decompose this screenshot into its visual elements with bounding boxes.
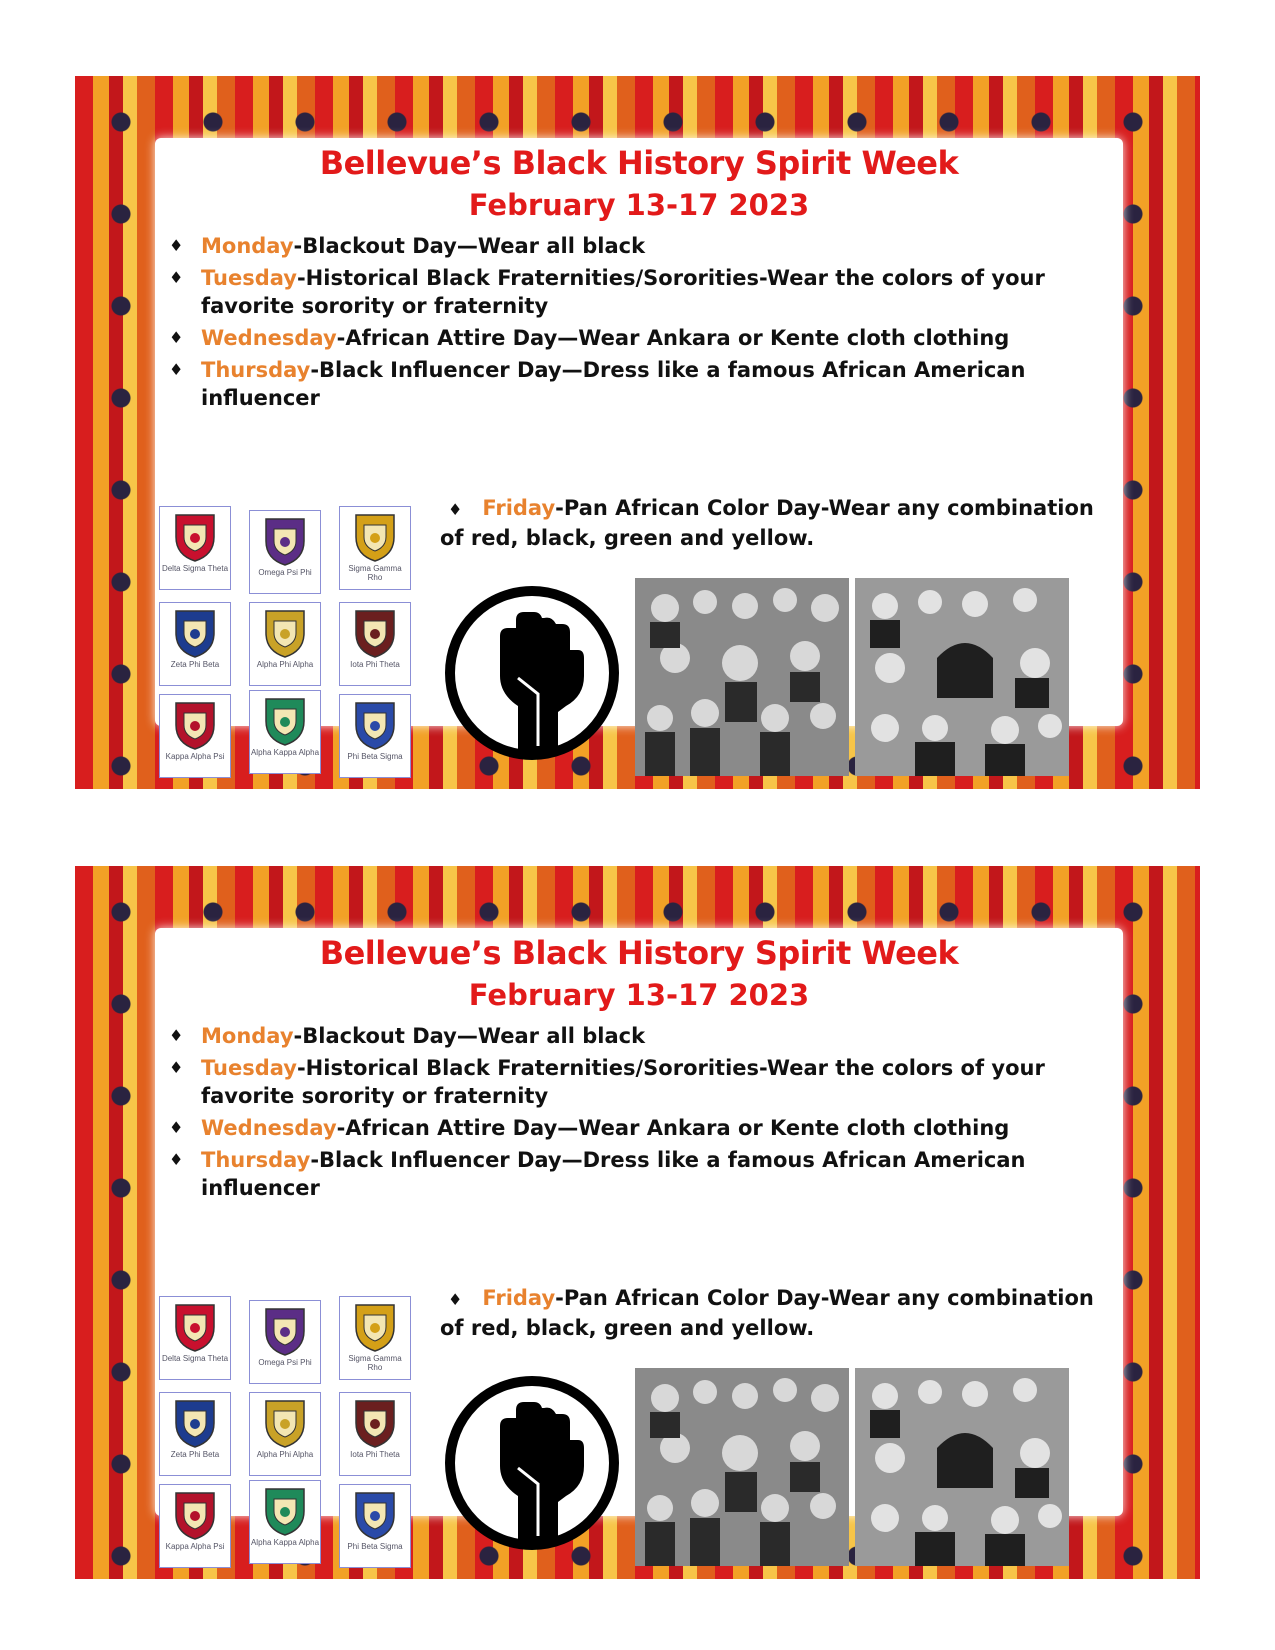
crest-label: Kappa Alpha Psi bbox=[165, 1542, 225, 1551]
day-item-tuesday bbox=[163, 1054, 1093, 1110]
greek-crest-grid bbox=[155, 1296, 417, 1576]
greek-crest bbox=[249, 690, 321, 774]
day-name: Monday bbox=[201, 234, 294, 258]
crest-shield-icon bbox=[172, 1301, 218, 1353]
greek-crest bbox=[159, 1296, 231, 1380]
day-name: Thursday bbox=[201, 1148, 311, 1172]
greek-crest bbox=[249, 602, 321, 686]
black-leaders-collage-image bbox=[635, 1368, 849, 1566]
day-name: Tuesday bbox=[201, 266, 297, 290]
flyer-card bbox=[155, 928, 1123, 1551]
crest-shield-icon bbox=[172, 1397, 218, 1449]
flyer-2 bbox=[75, 866, 1200, 1579]
crest-label: Alpha Kappa Alpha bbox=[250, 1538, 320, 1547]
diamond-bullet-icon: ♦ bbox=[169, 360, 184, 379]
greek-crest bbox=[159, 1392, 231, 1476]
crest-label: Sigma Gamma Rho bbox=[348, 564, 402, 582]
day-description: -Historical Black Fraternities/Sororities-Wear the colors of your favorite sorority or fraternity bbox=[201, 266, 1045, 318]
day-description: -Blackout Day—Wear all black bbox=[293, 234, 646, 258]
crest-label: Delta Sigma Theta bbox=[161, 1354, 229, 1363]
greek-crest bbox=[339, 694, 411, 778]
raised-fist-icon bbox=[441, 1370, 623, 1556]
flyer-title: Bellevue’s Black History Spirit Week bbox=[319, 144, 959, 182]
crest-label: Phi Beta Sigma bbox=[347, 752, 403, 761]
greek-crest bbox=[339, 1392, 411, 1476]
day-description: -Black Influencer Day—Dress like a famous African American influencer bbox=[201, 1148, 1026, 1200]
diamond-bullet-icon: ♦ bbox=[169, 1026, 184, 1045]
greek-crest bbox=[339, 1296, 411, 1380]
crest-label: Sigma Gamma Rho bbox=[348, 1354, 402, 1372]
raised-fist-icon bbox=[441, 580, 623, 766]
day-description: -Pan African Color Day-Wear any combination of red, black, green and yellow. bbox=[440, 496, 1094, 550]
crest-shield-icon bbox=[172, 699, 218, 751]
diamond-bullet-icon: ♦ bbox=[448, 1290, 463, 1309]
crest-label: Omega Psi Phi bbox=[258, 1358, 312, 1367]
black-leaders-collage-image bbox=[635, 578, 849, 776]
crest-shield-icon bbox=[172, 511, 218, 563]
day-item-thursday bbox=[163, 356, 1093, 412]
crest-shield-icon bbox=[352, 1397, 398, 1449]
crest-shield-icon bbox=[262, 1485, 308, 1537]
day-item-friday bbox=[440, 1284, 1120, 1342]
black-women-collage-image bbox=[855, 578, 1069, 776]
crest-shield-icon bbox=[352, 607, 398, 659]
crest-shield-icon bbox=[262, 607, 308, 659]
crest-label: Kappa Alpha Psi bbox=[165, 752, 225, 761]
day-name: Wednesday bbox=[201, 326, 337, 350]
crest-shield-icon bbox=[172, 607, 218, 659]
diamond-bullet-icon: ♦ bbox=[169, 236, 184, 255]
flyer-title: Bellevue’s Black History Spirit Week bbox=[319, 934, 959, 972]
day-item-friday bbox=[440, 494, 1120, 552]
day-list bbox=[163, 1022, 1093, 1206]
greek-crest bbox=[339, 602, 411, 686]
crest-label: Zeta Phi Beta bbox=[170, 1450, 220, 1459]
day-list bbox=[163, 232, 1093, 416]
day-name: Monday bbox=[201, 1024, 294, 1048]
crest-label: Omega Psi Phi bbox=[258, 568, 312, 577]
crest-shield-icon bbox=[172, 1489, 218, 1541]
crest-shield-icon bbox=[352, 511, 398, 563]
flyer-dates: February 13-17 2023 bbox=[468, 978, 810, 1012]
flyer-1 bbox=[75, 76, 1200, 789]
crest-label: Alpha Phi Alpha bbox=[256, 660, 314, 669]
greek-crest bbox=[159, 506, 231, 590]
day-item-thursday bbox=[163, 1146, 1093, 1202]
diamond-bullet-icon: ♦ bbox=[169, 268, 184, 287]
day-name: Thursday bbox=[201, 358, 311, 382]
diamond-bullet-icon: ♦ bbox=[169, 1150, 184, 1169]
day-description: -African Attire Day—Wear Ankara or Kente cloth clothing bbox=[336, 1116, 1010, 1140]
greek-crest bbox=[249, 510, 321, 594]
greek-crest bbox=[249, 1300, 321, 1384]
crest-shield-icon bbox=[352, 1301, 398, 1353]
crest-shield-icon bbox=[262, 1397, 308, 1449]
crest-shield-icon bbox=[262, 695, 308, 747]
crest-shield-icon bbox=[262, 515, 308, 567]
crest-label: Iota Phi Theta bbox=[350, 660, 400, 669]
crest-shield-icon bbox=[352, 699, 398, 751]
day-name: Friday bbox=[482, 1286, 556, 1310]
flyer-card bbox=[155, 138, 1123, 761]
day-item-monday bbox=[163, 232, 1093, 260]
day-description: -Black Influencer Day—Dress like a famous African American influencer bbox=[201, 358, 1026, 410]
day-item-tuesday bbox=[163, 264, 1093, 320]
crest-label: Zeta Phi Beta bbox=[170, 660, 220, 669]
diamond-bullet-icon: ♦ bbox=[169, 1058, 184, 1077]
greek-crest-grid bbox=[155, 506, 417, 786]
diamond-bullet-icon: ♦ bbox=[448, 500, 463, 519]
crest-label: Alpha Phi Alpha bbox=[256, 1450, 314, 1459]
greek-crest bbox=[159, 602, 231, 686]
crest-shield-icon bbox=[352, 1489, 398, 1541]
day-name: Wednesday bbox=[201, 1116, 337, 1140]
day-item-monday bbox=[163, 1022, 1093, 1050]
diamond-bullet-icon: ♦ bbox=[169, 1118, 184, 1137]
greek-crest bbox=[249, 1392, 321, 1476]
flyer-dates: February 13-17 2023 bbox=[468, 188, 810, 222]
greek-crest bbox=[159, 694, 231, 778]
day-name: Friday bbox=[482, 496, 556, 520]
greek-crest bbox=[339, 1484, 411, 1568]
day-name: Tuesday bbox=[201, 1056, 297, 1080]
greek-crest bbox=[249, 1480, 321, 1564]
greek-crest bbox=[339, 506, 411, 590]
diamond-bullet-icon: ♦ bbox=[169, 328, 184, 347]
day-description: -Pan African Color Day-Wear any combination of red, black, green and yellow. bbox=[440, 1286, 1094, 1340]
day-description: -African Attire Day—Wear Ankara or Kente cloth clothing bbox=[336, 326, 1010, 350]
greek-crest bbox=[159, 1484, 231, 1568]
day-description: -Blackout Day—Wear all black bbox=[293, 1024, 646, 1048]
crest-label: Iota Phi Theta bbox=[350, 1450, 400, 1459]
day-item-wednesday bbox=[163, 324, 1093, 352]
day-item-wednesday bbox=[163, 1114, 1093, 1142]
crest-label: Alpha Kappa Alpha bbox=[250, 748, 320, 757]
day-description: -Historical Black Fraternities/Sororities-Wear the colors of your favorite sorority or fraternity bbox=[201, 1056, 1045, 1108]
crest-shield-icon bbox=[262, 1305, 308, 1357]
crest-label: Phi Beta Sigma bbox=[347, 1542, 403, 1551]
crest-label: Delta Sigma Theta bbox=[161, 564, 229, 573]
black-women-collage-image bbox=[855, 1368, 1069, 1566]
